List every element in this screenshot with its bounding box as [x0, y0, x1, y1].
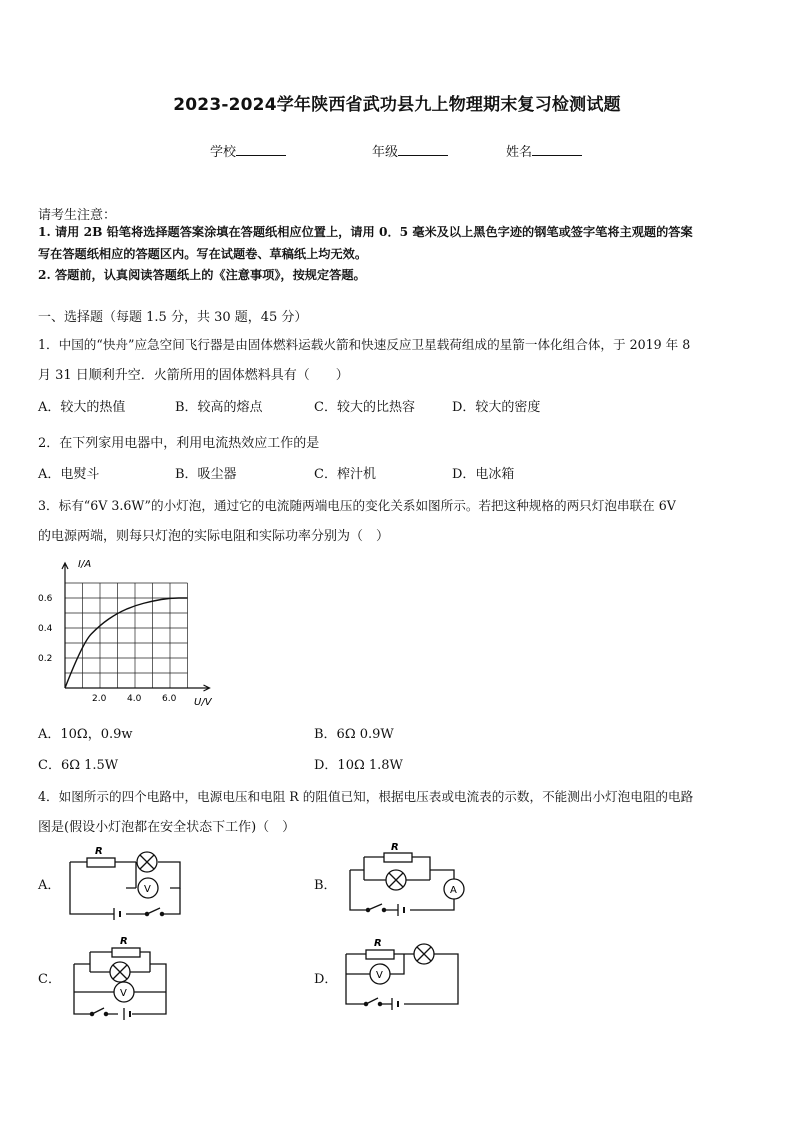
circuit-d-diagram	[340, 934, 470, 1014]
iv-chart	[30, 552, 230, 712]
resistor-label: R	[95, 846, 103, 857]
y-tick-label: 0.2	[38, 654, 53, 664]
q4-line-2: 图是(假设小灯泡都在安全状态下工作)（ ）	[38, 820, 296, 835]
grade-field[interactable]	[372, 141, 448, 160]
y-axis-label: I/A	[78, 559, 92, 570]
x-tick-label: 2.0	[92, 694, 107, 704]
q3-option-b[interactable]: B．6Ω 0.9W	[314, 727, 394, 742]
page-title: 2023-2024学年陕西省武功县九上物理期末复习检测试题	[173, 95, 621, 115]
grade-blank[interactable]	[398, 143, 448, 156]
q1-line-1: 1．中国的“快舟”应急空间飞行器是由固体燃料运载火箭和快速反应卫星载荷组成的星箭一体化组合体，于 2019 年 8	[38, 337, 691, 352]
name-label: 姓名	[506, 145, 533, 160]
x-axis-label: U/V	[194, 697, 212, 708]
q3-line-1: 3．标有“6V 3.6W”的小灯泡，通过它的电流随两端电压的变化关系如图所示。若把这种规格的两只灯泡串联在 6V	[38, 498, 676, 513]
voltmeter-label: V	[120, 988, 127, 999]
q1-option-c[interactable]: C．较大的比热容	[314, 400, 415, 415]
resistor-icon	[112, 948, 140, 957]
section-heading: 一、选择题（每题 1.5 分，共 30 题，45 分）	[38, 310, 308, 325]
q1-option-a[interactable]: A．较大的热值	[38, 400, 126, 415]
q2-option-a[interactable]: A．电熨斗	[38, 467, 100, 482]
circuit-a-diagram	[62, 842, 192, 922]
q1-option-d[interactable]: D．较大的密度	[452, 400, 541, 415]
circuit-b-diagram	[346, 842, 476, 922]
voltmeter-label: V	[144, 884, 151, 895]
voltmeter-label: V	[376, 970, 383, 981]
q4-line-1: 4．如图所示的四个电路中，电源电压和电阻 R 的阻值已知，根据电压表或电流表的示数，不能测出小灯泡电阻的电路	[38, 789, 694, 804]
school-blank[interactable]	[236, 143, 286, 156]
resistor-icon	[384, 853, 412, 862]
resistor-label: R	[120, 936, 128, 947]
q1-option-b[interactable]: B．较高的熔点	[175, 400, 263, 415]
notice-line-1b: 写在答题纸相应的答题区内。写在试题卷、草稿纸上均无效。	[38, 247, 368, 261]
resistor-label: R	[391, 842, 399, 853]
x-tick-label: 4.0	[127, 694, 142, 704]
q3-line-2: 的电源两端，则每只灯泡的实际电阻和实际功率分别为（ ）	[38, 529, 390, 544]
grade-label: 年级	[372, 145, 399, 160]
q3-option-d[interactable]: D．10Ω 1.8W	[314, 758, 403, 773]
y-tick-label: 0.6	[38, 594, 53, 604]
q1-line-2: 月 31 日顺利升空．火箭所用的固体燃料具有（ ）	[38, 368, 349, 383]
q3-option-c[interactable]: C．6Ω 1.5W	[38, 758, 119, 773]
resistor-label: R	[374, 938, 382, 949]
q2-line-1: 2．在下列家用电器中，利用电流热效应工作的是	[38, 436, 320, 451]
notice-line-2: 2. 答题前，认真阅读答题纸上的《注意事项》，按规定答题。	[38, 268, 366, 282]
resistor-icon	[87, 858, 115, 867]
q4-option-b[interactable]: B．	[314, 878, 337, 893]
q4-option-c[interactable]: C．	[38, 972, 61, 987]
school-field[interactable]	[210, 141, 286, 160]
q2-option-c[interactable]: C．榨汁机	[314, 467, 376, 482]
notice-line-1a: 1. 请用 2B 铅笔将选择题答案涂填在答题纸相应位置上，请用 0．5 毫米及以上黑色字迹的钢笔或签字笔将主观题的答案	[38, 225, 693, 239]
x-tick-label: 6.0	[162, 694, 177, 704]
school-label: 学校	[210, 145, 237, 160]
name-field[interactable]	[506, 141, 582, 160]
ammeter-label: A	[450, 885, 457, 896]
resistor-icon	[366, 950, 394, 959]
circuit-c-diagram	[62, 934, 192, 1022]
y-axis	[62, 563, 68, 688]
q4-option-d[interactable]: D．	[314, 972, 338, 987]
name-blank[interactable]	[532, 143, 582, 156]
q2-option-d[interactable]: D．电冰箱	[452, 467, 515, 482]
notice-heading: 请考生注意：	[38, 208, 117, 223]
q3-option-a[interactable]: A．10Ω，0.9w	[38, 727, 133, 742]
q4-option-a[interactable]: A．	[38, 878, 61, 893]
y-tick-label: 0.4	[38, 624, 53, 634]
q2-option-b[interactable]: B．吸尘器	[175, 467, 237, 482]
